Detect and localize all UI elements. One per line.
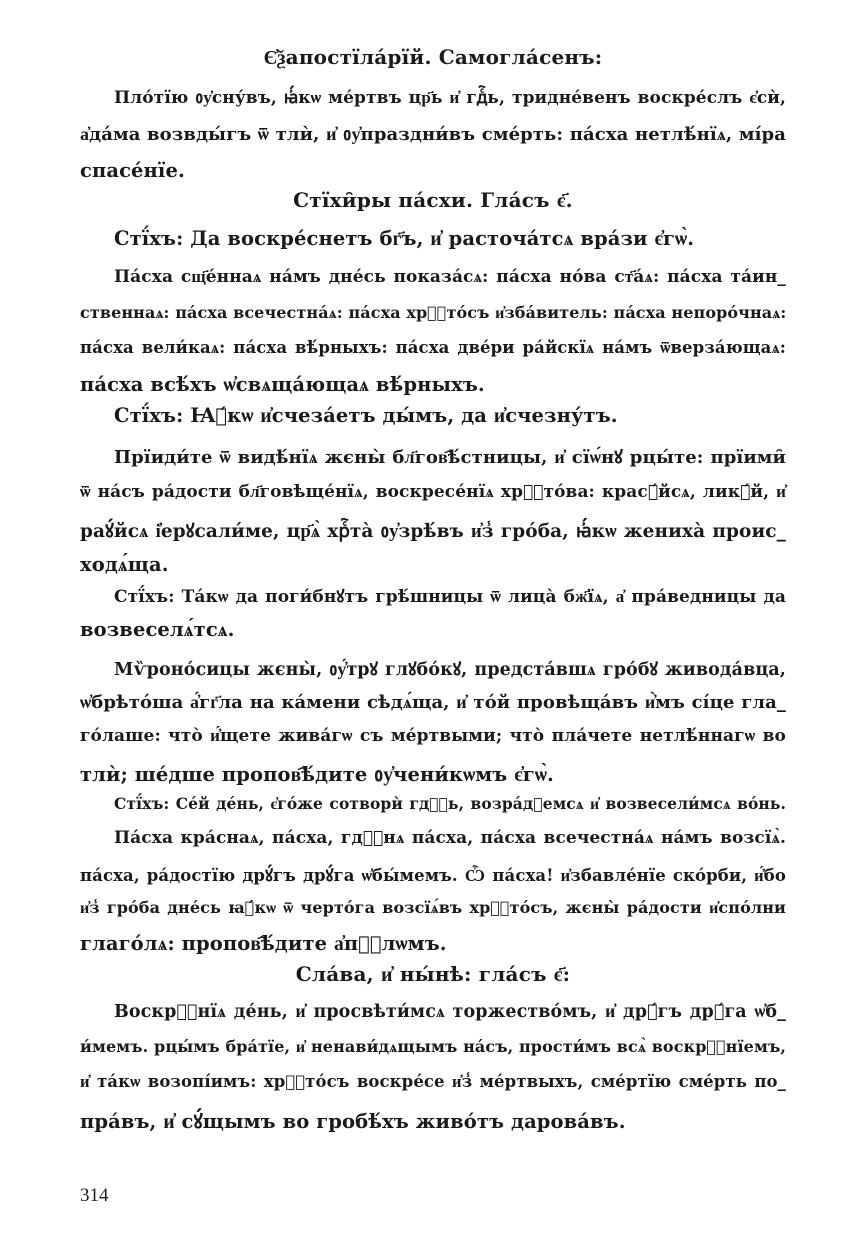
- text-line: Прїиди́те ѿ видѣ́нїѧ жєны̀ бл҃гов҄ѣ́стницы, и҆ сїѡ́нꙋ рцы́те: прїими̑: [114, 447, 786, 468]
- text-line: па́сха вели́каѧ: па́сха вѣ́рныхъ: па́сха две́ри ра́йскїѧ на́мъ ѿверза́ющаѧ:: [80, 338, 786, 357]
- text-line: ходѧ́ща.: [80, 553, 169, 576]
- text-line: ѡ҆брѣто́ша а҆́гг҃ла на ка́мени сѣдѧ́ща, и҆ то́й провѣща́въ и҆̀мъ сі́це гла_: [80, 692, 786, 713]
- text-line: го́лаше: что̀ и҆́щете жива́гѡ съ ме́ртвыми; что̀ пла́чете нетлѣ́ннагѡ во: [80, 726, 786, 746]
- text-line: и҆з̾ гро́ба дне́сь ꙗ҆́кѡ ѿ черто́га возсїѧ́въ хрⷭ҇то́съ, жєны̀ ра́дости и҆спо́лни: [80, 898, 786, 917]
- text-line: ственнаѧ: па́сха всечестна́ѧ: па́сха хрⷭ҇то́съ и҆зба́витель: па́сха непоро́чнаѧ:: [80, 303, 787, 322]
- verse-line: Стї́хъ: Се́й де́нь, є҆го́же сотворѝ гдⷭ҇ь, возра́дꙋемсѧ и҆ возвесели́мсѧ во́нь.: [114, 794, 786, 813]
- text-line: раꙋ́йсѧ і҆ерꙋсали́ме, цр҃ѧ̀ хрⷭ҇та̀ ᲂу҆зрѣ́въ и҆з̾ гро́ба, ꙗ҆́кѡ жениха̀ проис_: [80, 521, 786, 542]
- heading-stichera: Стїхи̑ры па́схи. Гла́съ є҃.: [293, 188, 573, 212]
- text-line: спасе́нїе.: [80, 159, 185, 182]
- text-line: Мѷроно́сицы жєны̀, ᲂу҆́трꙋ глꙋбо́кꙋ, предста́вшѧ гро́бꙋ живода́вца,: [114, 660, 786, 680]
- text-line: тлѝ; ше́дше пропов҄ѣ́дите ᲂу҆чени́кѡмъ є҆гѡ̀.: [80, 763, 554, 786]
- text-line: Пло́тїю ᲂу҆сну́въ, ꙗ҆́кѡ ме́ртвъ цр҃ь и҆ гдⷭ҇ь, тридне́венъ воскре́слъ є҆сѝ,: [114, 88, 786, 108]
- text-line: Па́сха кра́снаѧ, па́сха, гдⷭ҇нѧ па́сха, па́сха всечестна́ѧ на́мъ возсїѧ̀.: [114, 828, 786, 848]
- verse-line: Стї́хъ: Та́кѡ да поги́бнꙋтъ грѣ́шницы ѿ лица̀ бж҃їѧ, а҆ пра́ведницы да: [114, 587, 786, 607]
- text-line: Воскрⷭ҇нїѧ де́нь, и҆ просвѣти́мсѧ торжество́мъ, и҆ дрꙋ́гъ дрꙋ́га ѡ҆б_: [114, 1002, 786, 1022]
- text-line: пра́въ, и҆ сꙋ́щымъ во гробѣ́хъ живо́тъ дарова́въ.: [80, 1110, 626, 1133]
- verse-line: возвеселѧ́тсѧ.: [80, 618, 235, 641]
- verse-line: Стї́хъ: Ꙗ҆́кѡ и҆счеза́етъ ды́мъ, да и҆счезну́тъ.: [114, 404, 618, 427]
- heading-exapostilarion: Є҆ѯапостїла́рїй. Самогла́сенъ:: [263, 45, 603, 69]
- text-line: Па́сха сщ҃е́ннаѧ на́мъ дне́сь показа́сѧ: па́сха но́ва ст҃а́ѧ: па́сха та́ин_: [114, 267, 786, 287]
- text-line: ѿ на́съ ра́дости бл҃говѣще́нїѧ, воскресе́нїѧ хрⷭ҇то́ва: красꙋ́йсѧ, ликꙋ́й, и҆: [80, 482, 786, 502]
- heading-glory: Сла́ва, и҆ ны́нѣ: гла́съ є҃:: [295, 962, 571, 986]
- text-line: и́мемъ. рцы́мъ бра́тїе, и҆ ненави́дѧщымъ на́съ, прости́мъ всѧ̀ воскрⷭ҇нїемъ,: [80, 1037, 786, 1056]
- text-line: и҆ та́кѡ возопі́имъ: хрⷭ҇то́съ воскре́се и҆з̾ ме́ртвыхъ, сме́ртїю сме́рть по_: [80, 1072, 786, 1091]
- verse-line: Стї́хъ: Да воскре́снетъ бг҃ъ, и҆ расточа́тсѧ вра́зи є҆гѡ̀.: [114, 227, 695, 250]
- text-line: глаго́лѧ: пропов҄ѣ́дите а҆пⷭ҇лѡмъ.: [80, 932, 447, 955]
- text-line: па́сха всѣ́хъ ѡ҆свѧща́ющаѧ вѣ́рныхъ.: [80, 373, 485, 396]
- page-number: 314: [80, 1185, 109, 1206]
- text-line: а҆да́ма возвды́гъ ѿ тлѝ, и҆ ᲂу҆праздни́въ сме́рть: па́сха нетлѣ́нїѧ, мі́ра: [80, 124, 786, 145]
- text-line: па́сха, ра́достїю дрꙋ́гъ дрꙋ́га ѡ҆бы́мемъ. Ѽ па́сха! и҆збавле́нїе ско́рби, и҆́бо: [80, 866, 786, 885]
